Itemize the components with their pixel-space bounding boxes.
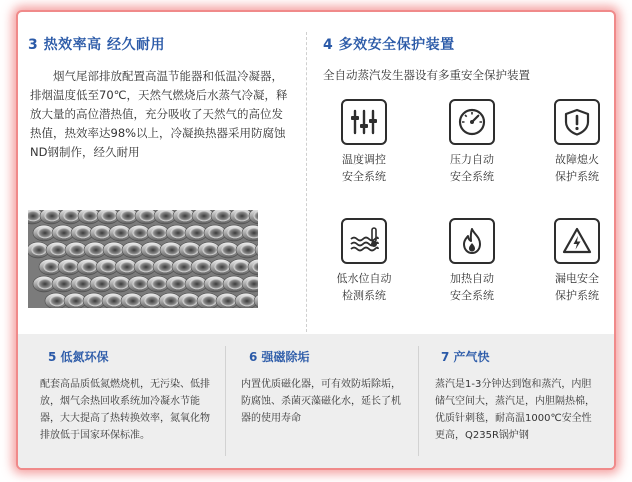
section-7-title: 7 产气快: [441, 350, 490, 364]
section-6-body: 内置优质磁化器，可有效防垢除垢，防腐蚀、杀菌灭藻磁化水，延长了机器的使用寿命: [241, 379, 401, 424]
section-3-body: [30, 67, 288, 162]
pipe-bore: [88, 296, 103, 307]
pipe-bore: [126, 296, 141, 307]
feature-panel: [16, 10, 616, 470]
pipe-bore: [235, 211, 250, 222]
pipe-bore: [203, 245, 218, 256]
pipe-bore: [190, 279, 205, 290]
card-label-line2: 安全系统: [450, 289, 494, 302]
pipe-bore: [228, 228, 243, 239]
pipe-bore: [83, 211, 98, 222]
pipe-bore: [121, 211, 136, 222]
pipe-bore: [38, 228, 53, 239]
pipe-bore: [102, 211, 117, 222]
pipe-bore: [145, 296, 160, 307]
section-4-title: 4 多效安全保护装置: [323, 37, 455, 53]
pipe-bore: [70, 245, 85, 256]
flame-icon: [449, 218, 495, 264]
pipe-bore: [177, 262, 192, 273]
card-label-line2: 检测系统: [342, 289, 386, 302]
pipe-bore: [63, 262, 78, 273]
pipe-bore: [114, 228, 129, 239]
pipe-bore: [95, 228, 110, 239]
sliders-icon: [341, 99, 387, 145]
pipe-bore: [139, 262, 154, 273]
pipe-bore: [51, 245, 66, 256]
pipe-bore: [228, 279, 243, 290]
pipe-bore: [76, 228, 91, 239]
pipe-bore: [183, 296, 198, 307]
pipe-bore: [38, 279, 53, 290]
pipe-bore: [82, 262, 97, 273]
pipe-bore: [241, 245, 256, 256]
card-label-line2: 保护系统: [555, 170, 599, 183]
card-label-line1: 故障熄火: [555, 153, 599, 166]
card-label-line1: 加热自动: [450, 272, 494, 285]
pipe-bore: [120, 262, 135, 273]
pipe-bore: [152, 228, 167, 239]
card-label-line2: 安全系统: [450, 170, 494, 183]
safety-card-water-level: [319, 218, 409, 304]
card-label-line1: 漏电安全: [555, 272, 599, 285]
water-level-icon: [341, 218, 387, 264]
pipe-bore: [64, 211, 79, 222]
pipe-bore: [234, 262, 249, 273]
column-divider: [225, 346, 226, 456]
pipe-bore: [133, 228, 148, 239]
card-label-line1: 温度调控: [342, 153, 386, 166]
section-5-title: 5 低氮环保: [48, 350, 109, 364]
pipe-bore: [140, 211, 155, 222]
warning-shield-icon: [554, 99, 600, 145]
section-5: [40, 334, 220, 470]
electric-hazard-icon: [554, 218, 600, 264]
pipe-bore: [44, 262, 59, 273]
pipe-bore: [108, 245, 123, 256]
pipe-bore: [196, 262, 211, 273]
pipe-bore: [184, 245, 199, 256]
pipe-bore: [95, 279, 110, 290]
vertical-divider: [306, 32, 307, 332]
pipe-bore: [69, 296, 84, 307]
section-5-body: 配套高品质低氮燃烧机，无污染、低排放，烟气余热回收系统加冷凝水节能器，大大提高了热转换效率，氮氧化物排放低于国家环保标准。: [40, 379, 210, 441]
safety-card-temperature: [319, 99, 409, 185]
pipe-bore: [101, 262, 116, 273]
pipe-bore: [197, 211, 212, 222]
pipe-bore: [57, 279, 72, 290]
pipe-bore: [133, 279, 148, 290]
bottom-features: [18, 334, 614, 470]
pipe-bore: [221, 296, 236, 307]
column-divider: [418, 346, 419, 456]
pipe-bore: [202, 296, 217, 307]
section-3-title: 3 热效率高 经久耐用: [28, 37, 165, 53]
pipe-bore: [215, 262, 230, 273]
section-6-title: 6 强磁除垢: [249, 350, 310, 364]
steel-pipes-image: [28, 210, 258, 308]
pipe-bore: [127, 245, 142, 256]
section-7-body: 蒸汽是1-3分钟达到饱和蒸汽，内胆储气空间大，蒸汽足，内胆隔热棉，优质针刺毯，耐高温1000℃安全性更高，Q235R锅炉钢: [435, 379, 595, 441]
safety-card-pressure: [427, 99, 517, 185]
pipe-bore: [50, 296, 65, 307]
pipe-bore: [171, 228, 186, 239]
pipe-bore: [209, 279, 224, 290]
pressure-gauge-icon: [449, 99, 495, 145]
pipe-bore: [178, 211, 193, 222]
pipe-bore: [152, 279, 167, 290]
pipe-bore: [107, 296, 122, 307]
pipe-bore: [222, 245, 237, 256]
pipe-bore: [164, 296, 179, 307]
pipe-bore: [76, 279, 91, 290]
card-label-line1: 低水位自动: [336, 272, 392, 285]
section-7: [423, 334, 603, 470]
pipe-bore: [165, 245, 180, 256]
pipe-bore: [158, 262, 173, 273]
section-4-subtitle: 全自动蒸汽发生器设有多重安全保护装置: [323, 68, 530, 82]
pipe-bore: [240, 296, 255, 307]
pipe-bore: [32, 245, 47, 256]
pipe-bore: [146, 245, 161, 256]
section-6: [231, 334, 411, 470]
pipe-bore: [45, 211, 60, 222]
safety-card-flameout: [532, 99, 616, 185]
card-label-line1: 压力自动: [450, 153, 494, 166]
pipe-bore: [114, 279, 129, 290]
pipe-bore: [89, 245, 104, 256]
pipe-bore: [209, 228, 224, 239]
safety-card-heating: [427, 218, 517, 304]
pipe-bore: [159, 211, 174, 222]
pipe-bore: [216, 211, 231, 222]
safety-card-leakage: [532, 218, 616, 304]
card-label-line2: 保护系统: [555, 289, 599, 302]
pipe-bore: [57, 228, 72, 239]
card-label-line2: 安全系统: [342, 170, 386, 183]
pipe-bore: [190, 228, 205, 239]
section-3-text: 烟气尾部排放配置高温节能器和低温冷凝器，排烟温度低至70℃，天然气燃烧后水蒸气冷凝，释放大量的高位潜热值，充分吸收了天然气的高位发热值，热效率达98%以上，冷凝换热器采用防腐蚀ND钢制作，经久耐用: [30, 69, 288, 159]
pipe-bore: [171, 279, 186, 290]
